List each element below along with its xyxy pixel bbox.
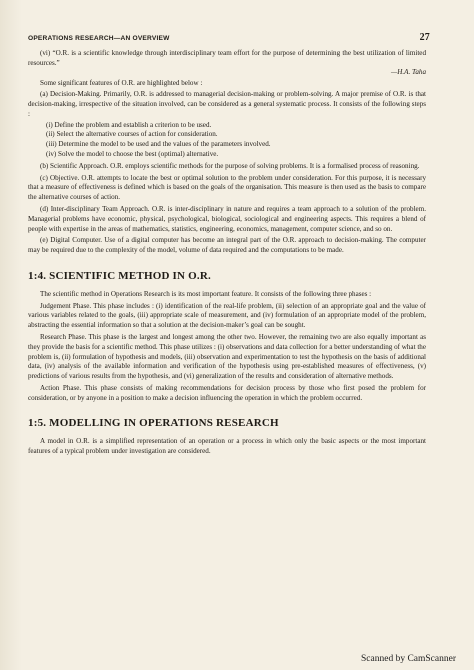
decision-step: (iii) Determine the model to be used and the values of the parameters involved.	[46, 140, 271, 149]
definition-attribution: —H.A. Taha	[390, 67, 426, 76]
scanner-watermark: Scanned by CamScanner	[361, 654, 456, 664]
feature-decision-making: (a) Decision-Making. Primarily, O.R. is addressed to managerial decision-making or problem-solving. A major premise of O.R. is that decision-making, irrespective of the situation involved, can be considered as a general systematic process. It consists of the following steps :	[28, 90, 426, 118]
decision-step: (iv) Solve the model to choose the best (optimal) alternative.	[46, 150, 219, 159]
action-phase: Action Phase. This phase consists of making recommendations for decision process by those who first posed the problem for consideration, or by anyone in a position to make a decision influencing the operation in which the problem occurred.	[28, 383, 426, 402]
feature-digital-computer: (e) Digital Computer. Use of a digital computer has become an integral part of the O.R. approach to decision-making. The computer may be required due to the complexity of the model, volume of data required and the computations to be made.	[28, 236, 426, 255]
features-intro: Some significant features of O.R. are highlighted below :	[40, 78, 203, 87]
judgement-phase: Judgement Phase. This phase includes : (i) identification of the real-life problem, (ii) selection of an appropriate goal and the value of various variables related to the goals, (iii) appropriate scale of measurement, and (iv) formulation of an appropriate model of the problem, abstracting the essential information so that a solution at the decision-maker’s goal can be sought.	[28, 301, 426, 330]
section-heading-modelling: 1:5. MODELLING IN OPERATIONS RESEARCH	[28, 417, 279, 430]
feature-scientific-approach: (b) Scientific Approach. O.R. employs scientific methods for the purpose of solving problems. It is a formalised process of reasoning.	[40, 161, 420, 170]
running-header	[28, 32, 430, 43]
feature-team-approach: (d) Inter-disciplinary Team Approach. O.R. is inter-disciplinary in nature and requires a team approach to a solution of the problem. Managerial problems have economic, physical, psychological, biological, sociological and engineering aspects. This requires a blend of people with expertise in the areas of mathematics, statistics, engineering, economics, management, computer science, and so on.	[28, 204, 426, 233]
modelling-paragraph: A model in O.R. is a simplified representation of an operation or a process in which only the basic aspects or the most important features of a typical problem under investigation are considered.	[28, 437, 426, 456]
decision-steps-list	[46, 121, 426, 160]
page-edge-shadow	[0, 0, 22, 670]
definition-quote: (vi) “O.R. is a scientific knowledge through interdisciplinary team effort for the purpose of determining the best utilization of limited resources.”	[28, 49, 426, 67]
research-phase: Research Phase. This phase is the largest and longest among the other two. However, the remaining two are also equally important as they provide the basis for a scientific method. This phase utilizes : (i) observations and data collection for a better understanding of what the problem is, (ii) formulation of hypothesis and models, (iii) observation and experimentation to test the hypothesis on the basis of additional data, (iv) analysis of the available information and verification of the hypothesis using pre-established measures of effectiveness, (v) predictions of various results from the hypothesis, and (vi) generalization of the results and consideration of alternative methods.	[28, 332, 426, 381]
section-heading-scientific-method: 1:4. SCIENTIFIC METHOD IN O.R.	[28, 269, 211, 282]
decision-step: (i) Define the problem and establish a criterion to be used.	[46, 120, 212, 129]
running-title: OPERATIONS RESEARCH—AN OVERVIEW	[28, 35, 170, 42]
page-number: 27	[419, 32, 430, 43]
feature-objective: (c) Objective. O.R. attempts to locate the best or optimal solution to the problem under consideration. For this purpose, it is necessary that a measure of effectiveness is defined which is based on the goals of the organisation. This measure is then used as the basis to compare the alternative courses of action.	[28, 173, 426, 202]
decision-step: (ii) Select the alternative courses of action for consideration.	[46, 130, 218, 139]
page-content	[28, 32, 430, 457]
scientific-method-intro: The scientific method in Operations Research is its most important feature. It consists of the following three phases :	[40, 289, 372, 298]
